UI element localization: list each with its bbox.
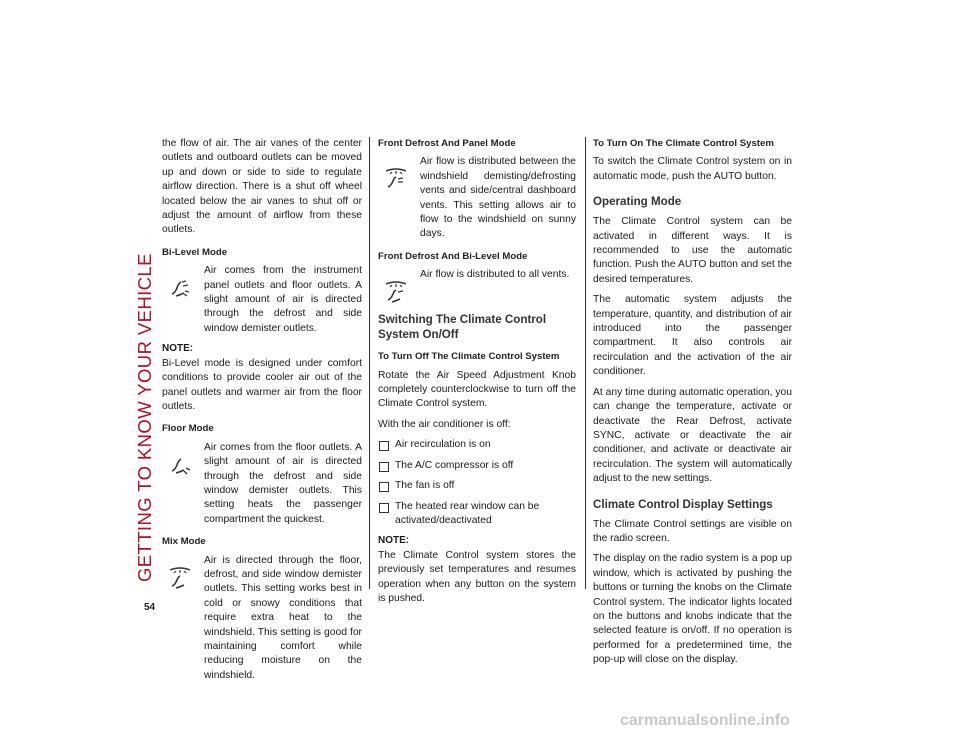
floor-mode <box>162 441 362 527</box>
turn-on-text: To switch the Climate Control system on in automatic mode, push the AUTO button. <box>593 156 792 182</box>
list-item: The A/C compressor is off <box>378 459 576 473</box>
bilevel-text: Air comes from the instrument panel outlets and floor outlets. A slight amount of air is directed through the defrost and side window demister outlets. <box>204 265 362 334</box>
note-text: The Climate Control system stores the previously set temperatures and resumes operation when any button on the system is pushed. <box>378 549 576 604</box>
display-paragraph: The Climate Control settings are visible on the radio screen. <box>593 518 792 544</box>
checkbox-icon <box>379 462 389 472</box>
front-defrost-panel-icon <box>382 165 410 193</box>
front-defrost-panel-text: Air flow is distributed between the windshield demisting/defrosting vents and side/central dashboard vents. This setting allows air to flow to the windshield on sunny days. <box>420 156 576 240</box>
front-defrost-bilevel-icon <box>382 278 410 306</box>
switching-heading: Switching The Climate Control System On/Off <box>378 313 547 342</box>
front-defrost-bilevel-mode <box>378 268 576 298</box>
mix-text: Air is directed through the floor, defrost, and side window demister outlets. This setting works best in cold or snowy conditions that require extra heat to the windshield. This setting is good for maintaining comfort while reducing moisture on the windshield. <box>204 554 362 681</box>
bilevel-mode-icon <box>166 274 194 302</box>
intro-paragraph: the flow of air. The air vanes of the center outlets and outboard outlets can be moved up and down or side to side to regulate airflow direction. There is a shut off wheel located below the air vanes to shut off or adjust the amount of airflow from these outlets. <box>162 138 362 236</box>
turn-off-title: To Turn Off The Climate Control System <box>378 351 560 363</box>
ac-off-text: With the air conditioner is off: <box>378 418 511 430</box>
note-label: NOTE: <box>162 343 194 355</box>
front-defrost-bilevel-title: Front Defrost And Bi-Level Mode <box>378 250 528 262</box>
mix-mode-icon <box>166 564 194 592</box>
watermark: carmanualsonline.info <box>620 712 790 729</box>
list-item: The fan is off <box>378 479 576 493</box>
front-defrost-panel-mode <box>378 155 576 241</box>
page-number: 54 <box>144 602 156 613</box>
display-paragraph: The display on the radio system is a pop up window, which is activated by pushing the buttons or turning the knobs on the Climate Control system. The indicator lights located on the buttons and knobs indicate that the selected feature is on/off. If no operation is performed for a predetermined time, the pop-up will close on the display. <box>593 553 792 666</box>
checkbox-icon <box>379 503 389 513</box>
front-defrost-bilevel-text: Air flow is distributed to all vents. <box>420 269 570 281</box>
turn-off-text: Rotate the Air Speed Adjustment Knob completely counterclockwise to turn off the Climate Control system. <box>378 369 576 410</box>
column-divider <box>369 137 370 589</box>
operating-paragraph: At any time during automatic operation, you can change the temperature, activate or deactivate the Rear Defrost, activate SYNC, activate or deactivate the air conditioner, and activate or deactivate air recirculation. The system will automatically adjust to the new settings. <box>593 386 792 485</box>
list-item: The heated rear window can be activated/deactivated <box>378 500 576 529</box>
note-label: NOTE: <box>378 535 410 547</box>
operating-paragraph: The Climate Control system can be activated in different ways. It is recommended to use the automatic function. Push the AUTO button and set the desired temperatures. <box>593 216 792 285</box>
column-divider <box>585 137 586 589</box>
checkbox-icon <box>379 441 389 451</box>
floor-mode-icon <box>166 451 194 479</box>
column-1 <box>162 137 362 689</box>
mix-title: Mix Mode <box>162 536 206 548</box>
floor-text: Air comes from the floor outlets. A slight amount of air is directed through the defrost and side window demister outlets. This setting heats the passenger compartment the quickest. <box>204 441 362 525</box>
floor-title: Floor Mode <box>162 423 214 435</box>
checkbox-icon <box>379 482 389 492</box>
turn-on-title: To Turn On The Climate Control System <box>593 138 774 149</box>
front-defrost-panel-title: Front Defrost And Panel Mode <box>378 138 516 149</box>
mix-mode <box>162 554 362 684</box>
chapter-title <box>132 136 160 582</box>
chapter-title-text: GETTING TO KNOW YOUR VEHICLE <box>134 253 155 582</box>
list-item: Air recirculation is on <box>378 438 576 452</box>
bilevel-mode <box>162 264 362 336</box>
column-3 <box>593 137 792 674</box>
column-2 <box>378 137 576 612</box>
bilevel-title: Bi-Level Mode <box>162 246 228 258</box>
display-settings-heading: Climate Control Display Settings <box>593 497 773 511</box>
operating-paragraph: The automatic system adjusts the temperature, quantity, and distribution of air introduced into the passenger compartment. It also controls air recirculation and the activation of the air conditioner. <box>593 294 792 378</box>
operating-mode-heading: Operating Mode <box>593 195 682 209</box>
note-text: Bi-Level mode is designed under comfort conditions to provide cooler air out of the panel outlets and warmer air from the floor outlets. <box>162 357 362 412</box>
